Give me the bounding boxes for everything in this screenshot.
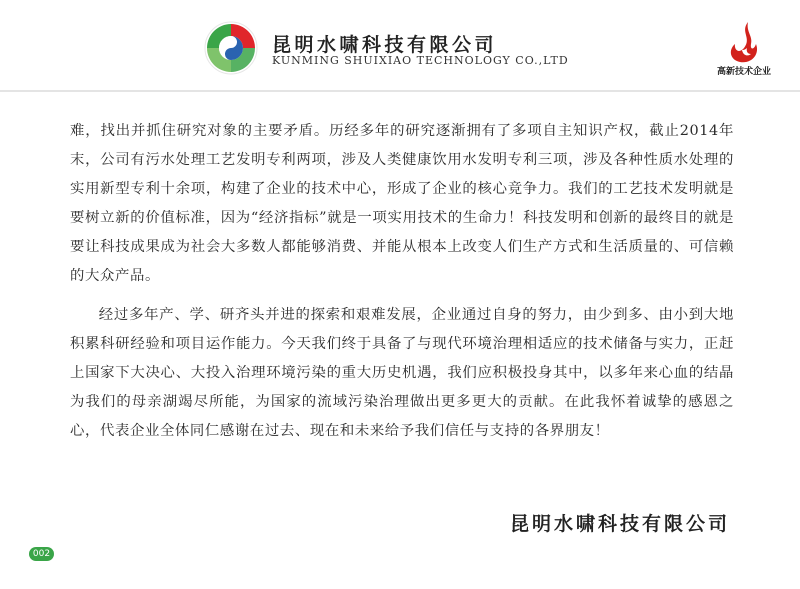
- paragraph-2: 经过多年产、学、研齐头并进的探索和艰难发展，企业通过自身的努力，由少到多、由小到大地积累科研经验和项目运作能力。今天我们终于具备了与现代环境治理相适应的技术储备与实力，正赶上国家下大决心、大投入治理环境污染的重大历史机遇，我们应积极投身其中，以多年来心血的结晶为我们的母亲湖竭尽所能，为国家的流域污染治理做出更多更大的贡献。在此我怀着诚挚的感恩之心，代表企业全体同仁感谢在过去、现在和未来给予我们信任与支持的各界朋友！: [70, 307, 734, 439]
- page-header: [0, 0, 800, 98]
- flame-emblem-icon: [722, 20, 766, 64]
- company-name-cn: 昆明水啸科技有限公司: [272, 34, 498, 56]
- signature: 昆明水啸科技有限公司: [509, 513, 730, 535]
- hitech-badge-label: 高新技术企业: [716, 67, 771, 77]
- yin-yang-leaf-icon: [203, 20, 259, 76]
- header-divider: [0, 90, 800, 92]
- page-number-badge: 002: [29, 547, 54, 561]
- paragraph-1: 难，找出并抓住研究对象的主要矛盾。历经多年的研究逐渐拥有了多项自主知识产权，截止2014年末，公司有污水处理工艺发明专利两项，涉及人类健康饮用水发明专利三项，涉及各种性质水处理的实用新型专利十余项，构建了企业的技术中心，形成了企业的核心竞争力。我们的工艺技术发明就是要树立新的价值标准，因为“经济指标”就是一项实用技术的生命力！科技发明和创新的最终目的就是要让科技成果成为社会大多数人都能够消费、并能从根本上改变人们生产方式和生活质量的、可信赖的大众产品。: [70, 123, 734, 284]
- body-text: [70, 117, 734, 446]
- company-name-en: KUNMING SHUIXIAO TECHNOLOGY CO.,LTD: [272, 54, 569, 67]
